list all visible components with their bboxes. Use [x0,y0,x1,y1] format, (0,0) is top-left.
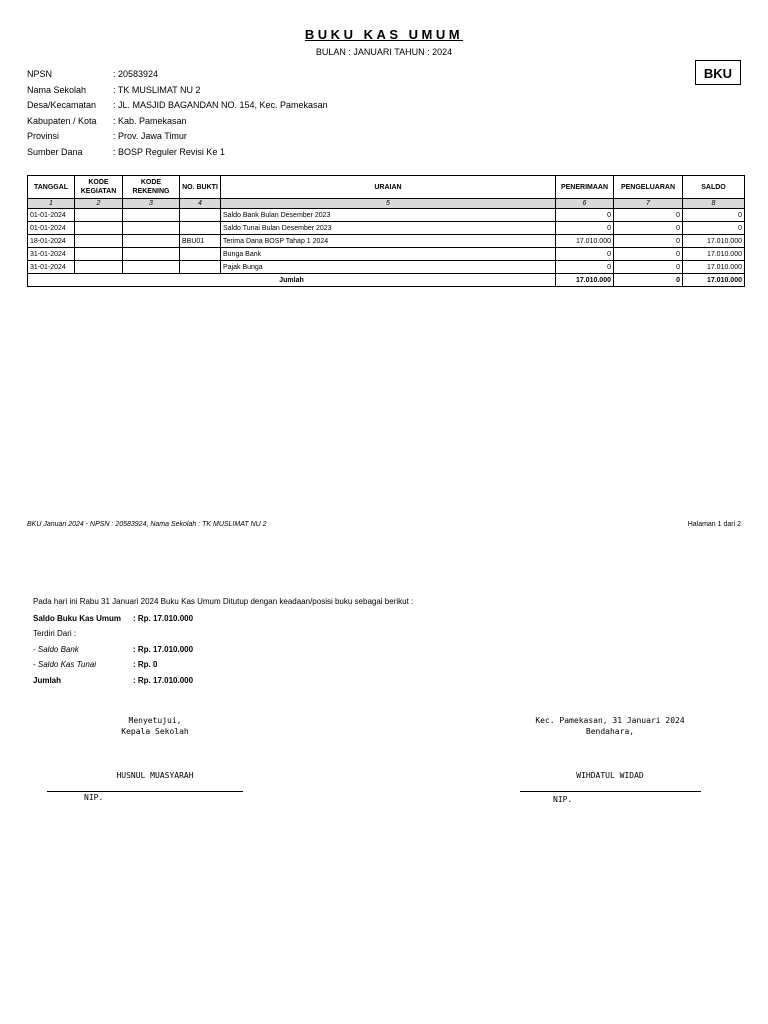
cell-description: Saldo Tunai Bulan Desember 2023 [221,222,556,235]
cell-proof-no: BBU01 [180,235,221,248]
cell-receipt: 0 [556,209,614,222]
info-label: Provinsi [27,131,60,141]
cell-balance: 17.010.000 [683,248,745,261]
cell-date: 31-01-2024 [28,261,75,274]
cell-balance: 0 [683,222,745,235]
cell-account-code [123,235,180,248]
treasurer-nip: NIP. [553,795,573,804]
cell-balance: 17.010.000 [683,261,745,274]
column-header: KODE KEGIATAN [75,176,123,199]
cell-description: Pajak Bunga [221,261,556,274]
cell-receipt: 17.010.000 [556,235,614,248]
cell-account-code [123,261,180,274]
cell-date: 31-01-2024 [28,248,75,261]
cell-description: Terima Dana BOSP Tahap 1 2024 [221,235,556,248]
table-row [28,222,745,235]
column-number: 1 [28,199,75,209]
total-label: Jumlah [28,274,556,287]
cell-proof-no [180,261,221,274]
info-value: : BOSP Reguler Revisi Ke 1 [113,146,225,157]
column-header: PENERIMAAN [556,176,614,199]
cell-date: 01-01-2024 [28,222,75,235]
total-receipt: 17.010.000 [556,274,614,287]
column-header: URAIAN [221,176,556,199]
table-row [28,261,745,274]
bku-badge: BKU [695,60,741,85]
info-label: Sumber Dana [27,146,83,157]
info-row-province [27,131,328,147]
column-header: PENGELUARAN [614,176,683,199]
page-footer-info: BKU Januari 2024 - NPSN : 20583924, Nama Sekolah : TK MUSLIMAT NU 2 [27,521,267,528]
cell-activity-code [75,222,123,235]
treasurer-name: WIHDATUL WIDAD [576,771,644,780]
column-number: 5 [221,199,556,209]
cell-receipt: 0 [556,248,614,261]
cell-proof-no [180,209,221,222]
cell-expense: 0 [614,235,683,248]
principal-name: HUSNUL MUASYARAH [116,771,194,780]
jumlah-value: : Rp. 17.010.000 [133,676,194,685]
cell-balance: 17.010.000 [683,235,745,248]
cell-activity-code [75,209,123,222]
saldo-tunai-value: : Rp. 0 [133,660,158,669]
saldo-label: Saldo Buku Kas Umum [33,614,122,623]
column-number: 3 [123,199,180,209]
info-value: : 20583924 [113,69,159,79]
signature-left-line2: Kepala Sekolah [121,727,189,736]
cell-balance: 0 [683,209,745,222]
info-label: Kabupaten / Kota [27,115,97,126]
table-row [28,235,745,248]
cell-date: 18-01-2024 [28,235,75,248]
info-row-fund-source [27,147,328,163]
cell-expense: 0 [614,261,683,274]
signature-left-line [47,791,243,792]
document-subtitle: BULAN : JANUARI TAHUN : 2024 [315,47,453,57]
column-header: SALDO [683,176,745,199]
info-value: : JL. MASJID BAGANDAN NO. 154, Kec. Pamekasan [113,100,328,110]
cell-activity-code [75,248,123,261]
info-value: : TK MUSLIMAT NU 2 [113,84,201,95]
info-value: : Kab. Pamekasan [113,115,187,126]
signature-right-line2: Bendahara, [585,727,635,736]
cell-expense: 0 [614,222,683,235]
cell-account-code [123,222,180,235]
cell-activity-code [75,261,123,274]
cell-receipt: 0 [556,261,614,274]
saldo-value: : Rp. 17.010.000 [133,614,194,623]
cell-account-code [123,248,180,261]
principal-nip: NIP. [84,793,104,802]
signature-right-line [520,791,701,792]
total-balance: 17.010.000 [683,274,745,287]
signature-left-line1: Menyetujui, [128,716,182,725]
column-number-row [28,199,745,209]
column-number: 7 [614,199,683,209]
jumlah-label: Jumlah [33,676,62,685]
cash-book-table [27,175,745,287]
table-row [28,248,745,261]
cell-description: Saldo Bank Bulan Desember 2023 [221,209,556,222]
column-header: KODE REKENING [123,176,180,199]
closing-statement: Pada hari ini Rabu 31 Januari 2024 Buku Kas Umum Ditutup dengan keadaan/posisi buku sebagai berikut : [33,597,414,606]
document-title: BUKU KAS UMUM [304,27,464,42]
info-row-school-name [27,85,328,101]
column-header: NO. BUKTI [180,176,221,199]
signature-right-line1: Kec. Pamekasan, 31 Januari 2024 [535,716,685,725]
saldo-bank-value: : Rp. 17.010.000 [133,645,194,654]
column-number: 2 [75,199,123,209]
saldo-bank-label: - Saldo Bank [33,645,79,654]
table-row [28,209,745,222]
cell-proof-no [180,222,221,235]
info-row-npsn [27,69,328,85]
cell-expense: 0 [614,248,683,261]
cell-activity-code [75,235,123,248]
terdiri-label: Terdiri Dari : [33,629,77,638]
info-label: NPSN [27,69,53,79]
info-row-regency [27,116,328,132]
cell-proof-no [180,248,221,261]
cell-account-code [123,209,180,222]
page-number: Halaman 1 dari 2 [687,521,741,528]
cell-date: 01-01-2024 [28,209,75,222]
saldo-tunai-label: - Saldo Kas Tunai [33,660,96,669]
school-info [27,69,328,162]
info-value: : Prov. Jawa Timur [113,131,187,141]
column-number: 8 [683,199,745,209]
cell-description: Bunga Bank [221,248,556,261]
column-number: 6 [556,199,614,209]
total-expense: 0 [614,274,683,287]
total-row [28,274,745,287]
info-label: Desa/Kecamatan [27,100,97,110]
column-number: 4 [180,199,221,209]
table-header-row [28,176,745,199]
info-row-address [27,100,328,116]
info-label: Nama Sekolah [27,84,87,95]
cell-expense: 0 [614,209,683,222]
column-header: TANGGAL [28,176,75,199]
cell-receipt: 0 [556,222,614,235]
